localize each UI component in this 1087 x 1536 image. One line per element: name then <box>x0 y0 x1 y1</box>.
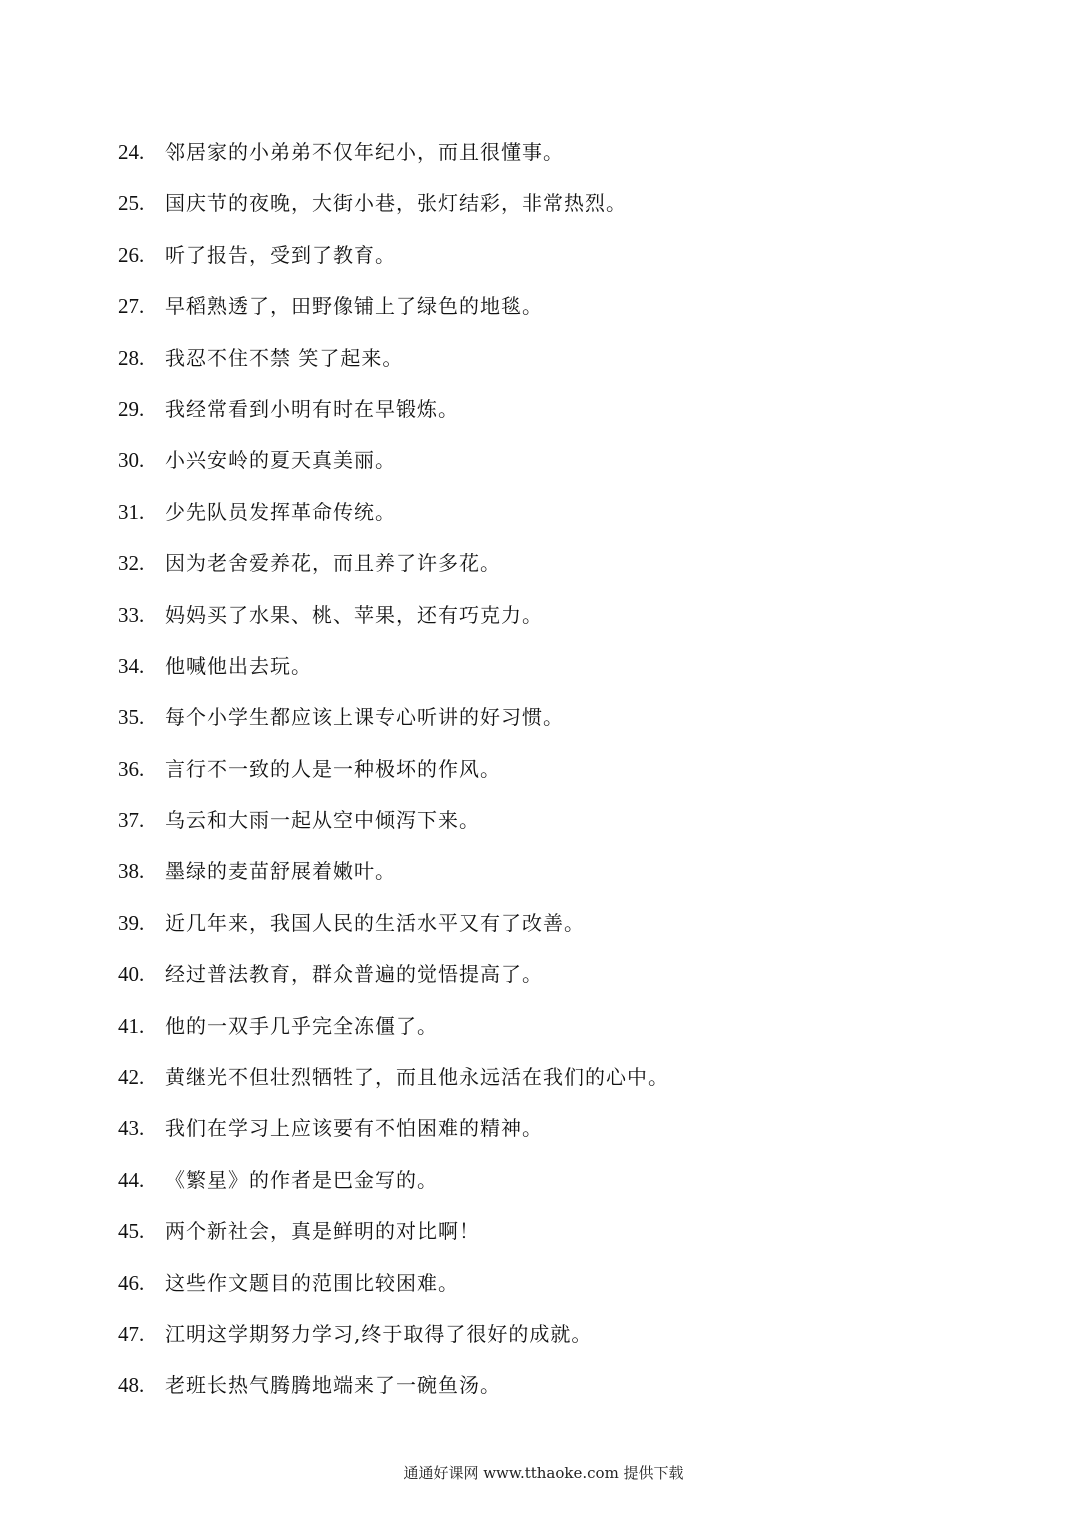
item-number: 35. <box>118 705 145 730</box>
item-number: 26. <box>118 242 145 267</box>
item-number: 47. <box>118 1321 145 1346</box>
item-text: 每个小学生都应该上课专心听讲的好习惯。 <box>165 705 564 730</box>
item-number: 37. <box>118 808 145 833</box>
item-text: 《繁星》的作者是巴金写的。 <box>165 1167 438 1192</box>
item-number: 48. <box>118 1373 145 1398</box>
list-item <box>118 1008 669 1059</box>
list-item <box>118 1367 669 1418</box>
item-text: 这些作文题目的范围比较困难。 <box>165 1270 459 1295</box>
sentence-list <box>118 134 669 1419</box>
item-text: 早稻熟透了，田野像铺上了绿色的地毯。 <box>165 294 543 319</box>
item-number: 30. <box>118 448 145 473</box>
item-text: 小兴安岭的夏天真美丽。 <box>165 448 396 473</box>
item-number: 33. <box>118 602 145 627</box>
item-text: 我经常看到小明有时在早锻炼。 <box>165 396 459 421</box>
item-text: 近几年来，我国人民的生活水平又有了改善。 <box>165 910 585 935</box>
item-number: 45. <box>118 1219 145 1244</box>
list-item <box>118 494 669 545</box>
list-item <box>118 648 669 699</box>
item-number: 41. <box>118 1013 145 1038</box>
list-item <box>118 545 669 596</box>
item-text: 他的一双手几乎完全冻僵了。 <box>165 1013 438 1038</box>
item-text: 因为老舍爱养花，而且养了许多花。 <box>165 551 501 576</box>
list-item <box>118 1213 669 1264</box>
list-item <box>118 1059 669 1110</box>
item-number: 42. <box>118 1065 145 1090</box>
item-text: 言行不一致的人是一种极坏的作风。 <box>165 756 501 781</box>
item-text: 邻居家的小弟弟不仅年纪小，而且很懂事。 <box>165 140 564 164</box>
list-item <box>118 597 669 648</box>
item-number: 27. <box>118 294 145 319</box>
list-item <box>118 853 669 904</box>
item-number: 25. <box>118 191 145 216</box>
item-text: 江明这学期努力学习,终于取得了很好的成就。 <box>165 1321 593 1346</box>
list-item <box>118 1316 669 1367</box>
list-item <box>118 340 669 391</box>
item-text: 两个新社会，真是鲜明的对比啊！ <box>165 1219 480 1244</box>
page-footer: 通通好课网 www.tthaoke.com 提供下载 <box>403 1464 684 1482</box>
item-text: 黄继光不但壮烈牺牲了，而且他永远活在我们的心中。 <box>165 1065 669 1090</box>
list-item <box>118 442 669 493</box>
list-item <box>118 237 669 288</box>
list-item <box>118 1110 669 1161</box>
item-number: 40. <box>118 962 145 987</box>
list-item <box>118 751 669 802</box>
item-text: 我忍不住不禁 笑了起来。 <box>165 345 404 370</box>
item-number: 32. <box>118 551 145 576</box>
item-text: 我们在学习上应该要有不怕困难的精神。 <box>165 1116 543 1141</box>
item-text: 老班长热气腾腾地端来了一碗鱼汤。 <box>165 1373 501 1398</box>
item-text: 妈妈买了水果、桃、苹果，还有巧克力。 <box>165 602 543 627</box>
list-item <box>118 905 669 956</box>
list-item <box>118 1265 669 1316</box>
item-number: 29. <box>118 396 145 421</box>
item-text: 听了报告，受到了教育。 <box>165 242 396 267</box>
item-text: 他喊他出去玩。 <box>165 653 312 678</box>
list-item <box>118 134 669 185</box>
list-item <box>118 391 669 442</box>
item-number: 39. <box>118 910 145 935</box>
item-number: 38. <box>118 859 145 884</box>
item-number: 31. <box>118 499 145 524</box>
list-item <box>118 185 669 236</box>
item-text: 少先队员发挥革命传统。 <box>165 499 396 524</box>
item-text: 国庆节的夜晚，大街小巷，张灯结彩，非常热烈。 <box>165 191 627 216</box>
item-number: 43. <box>118 1116 145 1141</box>
item-number: 46. <box>118 1270 145 1295</box>
item-text: 乌云和大雨一起从空中倾泻下来。 <box>165 808 480 833</box>
item-number: 44. <box>118 1167 145 1192</box>
list-item <box>118 1162 669 1213</box>
item-number: 28. <box>118 345 145 370</box>
item-number: 36. <box>118 756 145 781</box>
item-number: 34. <box>118 653 145 678</box>
item-text: 经过普法教育，群众普遍的觉悟提高了。 <box>165 962 543 987</box>
item-text: 墨绿的麦苗舒展着嫩叶。 <box>165 859 396 884</box>
list-item <box>118 699 669 750</box>
item-number: 24. <box>118 140 145 164</box>
list-item <box>118 802 669 853</box>
list-item <box>118 288 669 339</box>
list-item <box>118 956 669 1007</box>
